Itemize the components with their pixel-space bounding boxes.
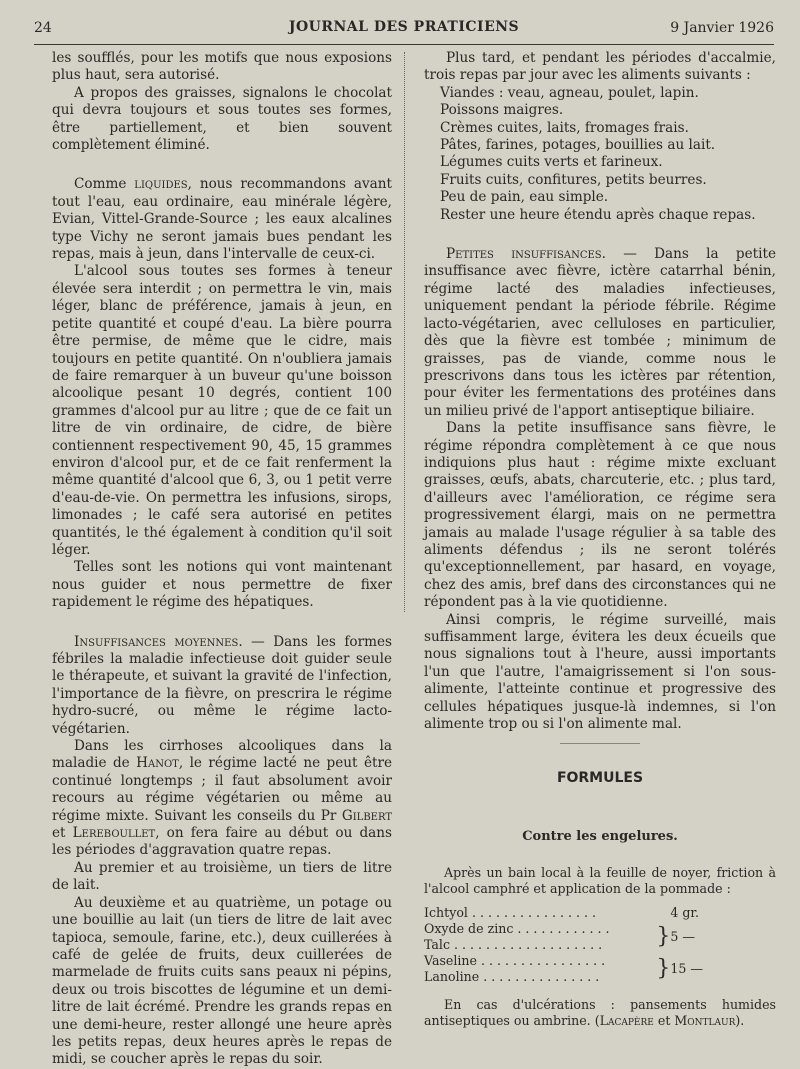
paragraph: Au premier et au troisième, un tiers de litre de lait. — [52, 859, 392, 894]
paragraph: Plus tard, et pendant les périodes d'accalmie, trois repas par jour avec les aliments suivants : — [424, 50, 776, 84]
right-column — [424, 50, 776, 1029]
ingredient: Vaseline — [424, 953, 477, 969]
section-rule — [560, 743, 640, 744]
diet-list — [424, 85, 776, 224]
recipe-row: Ichtyol . . . . . . . . . . . . . . . . 4 gr. — [424, 905, 776, 921]
section-heading: Petites insuffisances — [446, 246, 602, 263]
page-header — [34, 14, 774, 45]
ingredient: Talc — [424, 937, 451, 953]
list-item: Viandes : veau, agneau, poulet, lapin. — [440, 84, 699, 101]
formula-block — [424, 865, 776, 1029]
paragraph: Dans la petite insuffisance sans fièvre, le régime répondra complètement à ce que nous indiquions plus haut : régime mixte excluant graisses, œufs, abats, charcuterie, etc. ; plus tard, d'ailleurs avec l'amélioration, ce régime sera progressivement élargi, mais on ne permettra jamais au malade l'usage régulier à sa table des aliments défendus ; ils ne seront tolérés qu'exceptionnellement, par hasard, en voyage, chez des amis, bref dans des circonstances qui ne répondent pas à la vie quotidienne. — [424, 420, 776, 611]
quantity: 15 — — [670, 961, 703, 977]
formules-heading: FORMULES — [556, 770, 644, 787]
brace-glyph: } — [656, 956, 671, 982]
paragraph: les soufflés, pour les motifs que nous exposions plus haut, sera autorisé. — [52, 50, 392, 84]
formula-note: En cas d'ulcérations : pansements humides antiseptiques ou ambrine. (Lacapère et Montlaur). — [424, 997, 776, 1029]
paragraph: Au deuxième et au quatrième, un potage ou une bouillie au lait (un tiers de litre de lait avec tapioca, semoule, farine, etc.), deux cuillerées à café de gelée de fruits, deux cuillerées de marmelade de fruits cuits sans peaux ni pépins, deux ou trois biscottes de légumine et un demi-litre de lait écrémé. Prendre les grands repas en une demi-heure, rester allongé une heure après les petits repas, deux heures après le repas de midi, se coucher après le repas du soir. — [52, 894, 392, 1068]
list-item: Poissons maigres. — [440, 102, 564, 119]
journal-title: JOURNAL DES PRATICIENS — [288, 19, 520, 35]
left-column — [52, 50, 392, 1069]
quantity: 4 gr. — [670, 905, 700, 921]
quantity: 5 — — [670, 929, 695, 945]
formula-intro: Après un bain local à la feuille de noyer, friction à l'alcool camphré et application de la pommade : — [424, 865, 776, 897]
list-item: Rester une heure étendu après chaque repas. — [440, 206, 756, 223]
paragraph: L'alcool sous toutes ses formes à teneur élevée sera interdit ; on permettra le vin, mais léger, blanc de préférence, jamais à jeun, en petite quantité et coupé d'eau. La bière pourra être permise, de même que le cidre, mais toujours en petite quantité. On n'oubliera jamais de faire remarquer à un buveur qu'une boisson alcoolique pesant 10 degrés, contient 100 grammes d'alcool pur au litre ; que de ce fait un litre de vin ordinaire, de cidre, de bière contiennent respectivement 90, 45, 15 grammes environ d'alcool pur, et de ce fait renferment la même quantité d'alcool que 6, 3, ou 1 petit verre d'eau-de-vie. On permettra les infusions, sirops, limonades ; le café sera autorisé en petites quantités, le thé également à condition qu'il soit léger. — [52, 263, 392, 558]
column-divider — [404, 52, 405, 612]
ingredient: Oxyde de zinc — [424, 921, 514, 937]
list-item: Pâtes, farines, potages, bouillies au lait. — [440, 137, 716, 154]
recipe-row: Oxyde de zinc . . . . . . . . . . . . } 5 — — [424, 921, 776, 937]
paragraph: Dans les cirrhoses alcooliques dans la maladie de Hanot, le régime lacté ne peut être continué longtemps ; il faut absolument avoir recours au régime végétarien ou même au régime mixte. Suivant les conseils du Pr Gilbert et Lereboullet, on fera faire au début ou dans les périodes d'aggravation quatre repas. — [52, 738, 392, 859]
section-paragraph: Insuffisances moyennes. — Dans les formes fébriles la maladie infectieuse doit guider seule le thérapeute, et suivant la gravité de l'infection, l'importance de la fièvre, on prescrira le régime hydro-sucré, ou même le régime lacto-végétarien. — [52, 633, 392, 737]
recipe-table — [424, 905, 776, 985]
ingredient: Lanoline — [424, 969, 480, 985]
list-item: Crèmes cuites, laits, fromages frais. — [440, 119, 689, 136]
list-item: Légumes cuits verts et farineux. — [440, 154, 663, 171]
section-heading: Insuffisances moyennes — [74, 633, 239, 650]
issue-date: 9 Janvier 1926 — [670, 20, 774, 36]
section-paragraph: Petites insuffisances. — Dans la petite insuffisance avec fièvre, ictère catarrhal bénin, régime lacté des maladies infectieuses, uniquement pendant la période fébrile. Régime lacto-végétarien, avec celluloses en particulier, dès que la fièvre est tombée ; minimum de graisses, pas de viande, comme nous le prescrivons dans tous les ictères par rétention, pour éviter les fermentations des protéines dans un milieu privé de l'apport antiseptique biliaire. — [424, 246, 776, 419]
list-item: Peu de pain, eau simple. — [440, 189, 609, 206]
page-number: 24 — [34, 20, 52, 36]
paragraph: Ainsi compris, le régime surveillé, mais suffisamment large, évitera les deux écueils que nous signalions tout à l'heure, aussi importants l'un que l'autre, l'amaigrissement si l'on sous-alimente, l'atteinte continue et progressive des cellules hépatiques jusque-là indemnes, si l'on alimente trop ou si l'on alimente mal. — [424, 611, 776, 733]
ingredient: Ichtyol — [424, 905, 468, 921]
paragraph: A propos des graisses, signalons le chocolat qui devra toujours et sous toutes ses formes, être partiellement, et bien souvent complètement éliminé. — [52, 84, 392, 154]
recipe-row: Talc . . . . . . . . . . . . . . . . . . . — [424, 937, 603, 953]
list-item: Fruits cuits, confitures, petits beurres. — [440, 171, 707, 188]
recipe-row: Vaseline . . . . . . . . . . . . . . . . } 15 — — [424, 953, 776, 969]
recipe-row: Lanoline . . . . . . . . . . . . . . . — [424, 969, 600, 985]
formula-title: Contre les engelures. — [522, 828, 678, 844]
paragraph: Comme liquides, nous recommandons avant tout l'eau, eau ordinaire, eau minérale légère, Evian, Vittel-Grande-Source ; les eaux alcalines type Vichy ne seront jamais bues pendant les repas, mais à jeun, dans l'intervalle de ceux-ci. — [52, 176, 392, 263]
author-name: Lacapère — [599, 1013, 654, 1029]
paragraph: Telles sont les notions qui vont maintenant nous guider et nous permettre de fixer rapidement le régime des hépatiques. — [52, 559, 392, 611]
brace-glyph: } — [656, 924, 671, 950]
author-name: Montlaur — [674, 1013, 736, 1029]
